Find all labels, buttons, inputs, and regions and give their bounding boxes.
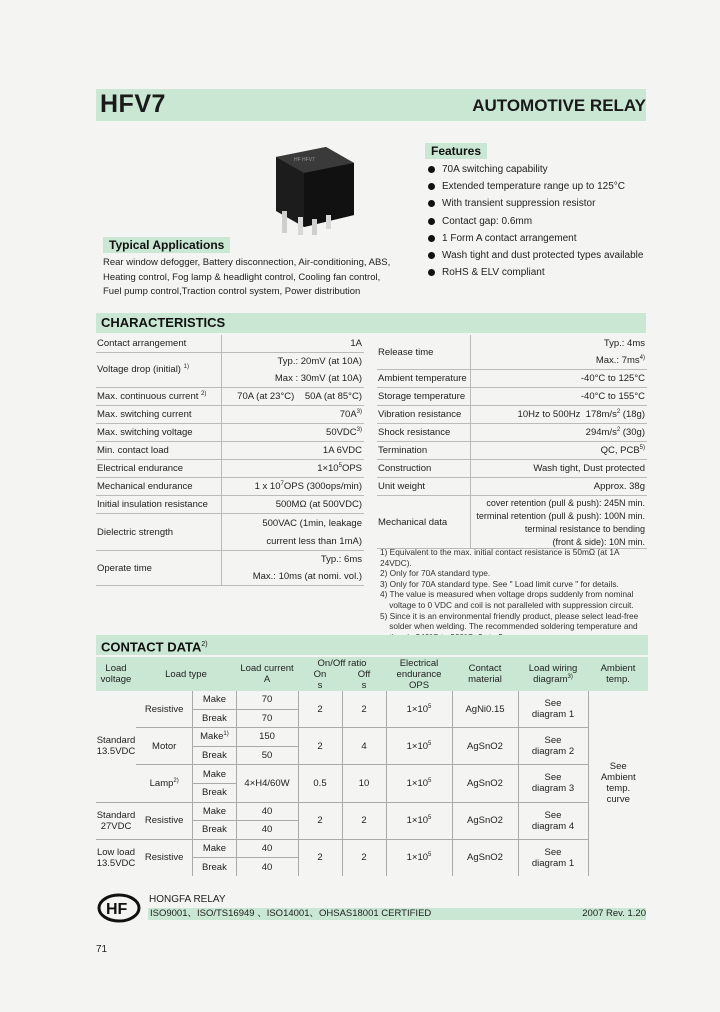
svg-text:HF: HF [106, 901, 128, 918]
feature-item: Wash tight and dust protected types available [428, 247, 643, 264]
value: 1 x $10^7OPS$ (300ops/min) [222, 478, 364, 496]
note: 3) Only for 70A standard type. See " Load limit curve " for details. [380, 578, 619, 589]
feature-item: With transient suppression resistor [428, 195, 643, 212]
note: 2) Only for 70A standard type. [380, 568, 491, 579]
current: 4×H4/60W [236, 765, 298, 802]
voltage-cell: Standard 13.5VDC [96, 735, 136, 758]
value: Approx. 38g [471, 478, 647, 496]
label: Shock resistance [378, 427, 451, 438]
note: solder when welding. The recommended soldering temperature and [380, 621, 638, 632]
page-number: 71 [96, 944, 108, 955]
revision: 2007 Rev. 1.20 [582, 908, 646, 919]
diagram: See diagram 3 [518, 765, 588, 802]
on-time: 0.5 [298, 765, 342, 802]
characteristics-heading: CHARACTERISTICS [96, 313, 646, 333]
label: Contact arrangement [97, 338, 187, 349]
features-heading: Features [425, 143, 487, 159]
features-list [428, 161, 643, 281]
feature-item: 70A switching capability [428, 161, 643, 178]
load-type: Resistive [136, 802, 193, 839]
header-load-type: Load type [136, 657, 236, 691]
value: current less than 1mA) [222, 532, 364, 551]
value: $1\times 10^5OPS$ [222, 460, 364, 478]
svg-text:HF HFV7: HF HFV7 [294, 157, 315, 163]
off-time: 2 [342, 839, 386, 876]
diagram: See diagram 4 [518, 802, 588, 839]
label: Vibration resistance [378, 409, 462, 420]
make-label: Make [193, 839, 236, 858]
make-label: Make$^{1)}$ [193, 728, 236, 747]
value: $70A^{3)}$ [222, 406, 364, 424]
header-on: On [298, 669, 342, 680]
current: 40 [236, 802, 298, 821]
header-load-wiring: Load wiring diagram$^{3)}$ [518, 657, 588, 691]
applications-heading: Typical Applications [103, 237, 230, 253]
load-type: Resistive [136, 839, 193, 876]
make-label: Make [193, 765, 236, 784]
endurance: $1\times 10^5$ [386, 802, 452, 839]
break-label: Break [193, 821, 236, 840]
on-time: 2 [298, 691, 342, 728]
note: 1) Equivalent to the max. initial contact resistance is 50mΩ (at 1A 24VDC). [380, 547, 620, 568]
label: Termination [378, 445, 428, 456]
material: AgSnO2 [452, 802, 518, 839]
contact-data-heading: CONTACT DATA$^{2)}$ [96, 635, 648, 655]
value: 1A 6VDC [222, 442, 364, 460]
load-type: Motor [136, 728, 193, 765]
value: Typ.: 6ms [222, 551, 364, 569]
endurance: $1\times 10^5$ [386, 765, 452, 802]
off-time: 2 [342, 691, 386, 728]
label: Ambient temperature [378, 373, 467, 384]
on-time: 2 [298, 802, 342, 839]
relay-product-image [256, 145, 366, 237]
label: Max. switching voltage [97, 427, 193, 438]
application-line: Heating control, Fog lamp & headlight control, Cooling fan control, [103, 271, 381, 283]
material: AgSnO2 [452, 728, 518, 765]
value: Typ.: 20mV (at 10A) [222, 353, 364, 371]
value: 50VDC$^{3)}$ [222, 424, 364, 442]
label: Unit weight [378, 481, 425, 492]
current: 40 [236, 821, 298, 840]
value: terminal resistance to bending [471, 522, 647, 535]
endurance: $1\times 10^5$ [386, 839, 452, 876]
current: 50 [236, 746, 298, 765]
value: Max.: 10ms (at nomi. vol.) [222, 568, 364, 586]
value: 1A [222, 335, 364, 353]
load-type: Resistive [144, 703, 184, 715]
voltage-cell: Low load 13.5VDC [96, 839, 136, 876]
feature-item: Extended temperature range up to 125°C [428, 178, 643, 195]
note: voltage to 0 VDC and coil is not paralleled with suppression circuit. [380, 599, 634, 610]
current: 70 [236, 691, 298, 709]
header-off-unit: s [342, 680, 386, 691]
characteristics-right-table [377, 335, 647, 551]
diagram: See diagram 2 [518, 728, 588, 765]
ambient-note: See Ambient temp. curve [588, 691, 648, 876]
value: QC, PCB$^{5)}$ [471, 442, 647, 460]
value: 500VAC (1min, leakage [222, 514, 364, 533]
applications-text [103, 256, 403, 300]
category-title: AUTOMOTIVE RELAY [472, 96, 646, 115]
material: AgSnO2 [452, 839, 518, 876]
value: Max : 30mV (at 10A) [222, 370, 364, 388]
diagram: See diagram 1 [518, 839, 588, 876]
header-on-off-ratio: On/Off ratio [298, 657, 386, 669]
feature-item: RoHS & ELV compliant [428, 264, 643, 281]
value: Typ.: 4ms [471, 335, 647, 352]
label: Operate time [97, 562, 152, 574]
break-label: Break [193, 709, 236, 728]
value: 10Hz to 500Hz $178m/s^2$ (18g) [471, 406, 647, 424]
feature-item: Contact gap: 0.6mm [428, 213, 643, 230]
label: Min. contact load [97, 445, 169, 456]
voltage-cell: Standard 27VDC [96, 802, 136, 839]
value: -40°C to 155°C [471, 388, 647, 406]
label: Mechanical data [378, 516, 448, 528]
label: Electrical endurance [97, 463, 184, 474]
header-electrical-endurance: Electrical endurance OPS [386, 657, 452, 691]
note: 4) The value is measured when voltage drops suddenly from nominal [380, 589, 634, 600]
company-name: HONGFA RELAY [149, 894, 226, 905]
load-type: Lamp$^{2)}$ [136, 765, 193, 802]
header-load-current: Load current A [236, 657, 298, 691]
hongfa-logo-icon [96, 893, 142, 923]
characteristics-left-table [96, 335, 364, 588]
make-label: Make [193, 802, 236, 821]
value: cover retention (pull & push): 245N min. [471, 496, 647, 510]
value: $294m/s^2$ (30g) [471, 424, 647, 442]
contact-data-table [96, 657, 648, 876]
label: Max. switching current [97, 409, 192, 420]
label: Release time [378, 346, 434, 358]
application-line: Fuel pump control,Traction control system, Power distribution [103, 286, 361, 298]
characteristics-notes [380, 547, 648, 642]
label: Mechanical endurance [97, 481, 193, 492]
endurance: $1\times 10^5$ [386, 691, 452, 728]
label: Storage temperature [378, 391, 466, 402]
current: 40 [236, 858, 298, 876]
value: Max.: $7ms^{4)}$ [471, 352, 647, 370]
off-time: 10 [342, 765, 386, 802]
header-off: Off [342, 669, 386, 680]
header-contact-material: Contact material [452, 657, 518, 691]
header-ambient-temp: Ambient temp. [588, 657, 648, 691]
value: 70A (at 23°C) 50A (at 85°C) [222, 388, 364, 406]
make-label: Make [193, 691, 236, 709]
model-title: HFV7 [100, 90, 166, 118]
material: AgSnO2 [452, 765, 518, 802]
off-time: 4 [342, 728, 386, 765]
header-on-unit: s [298, 680, 342, 691]
feature-item: 1 Form A contact arrangement [428, 230, 643, 247]
label: Max. continuous current $^{2)}$ [97, 390, 207, 403]
value: -40°C to 125°C [471, 370, 647, 388]
certifications: ISO9001、ISO/TS16949 、ISO14001、OHSAS18001 CERTIFIED [150, 908, 432, 919]
label: Voltage drop (initial) $^{1)}$ [97, 364, 189, 376]
off-time: 2 [342, 802, 386, 839]
value: 500MΩ (at 500VDC) [222, 496, 364, 514]
label: Initial insulation resistance [97, 499, 208, 510]
header-load-voltage: Load voltage [96, 657, 136, 691]
on-time: 2 [298, 728, 342, 765]
current: 150 [236, 728, 298, 747]
diagram: See diagram 1 [518, 691, 588, 728]
label: Construction [378, 463, 432, 474]
value: (front & side): 10N min. [471, 535, 647, 549]
current: 70 [236, 709, 298, 728]
break-label: Break [193, 783, 236, 802]
break-label: Break [193, 858, 236, 876]
break-label: Break [193, 746, 236, 765]
material: AgNi0.15 [452, 691, 518, 728]
current: 40 [236, 839, 298, 858]
on-time: 2 [298, 839, 342, 876]
value: terminal retention (pull & push): 100N min. [471, 509, 647, 522]
label: Dielectric strength [97, 526, 174, 538]
endurance: $1\times 10^5$ [386, 728, 452, 765]
application-line: Rear window defogger, Battery disconnection, Air-conditioning, ABS, [103, 257, 391, 268]
note: 5) Since it is an environmental friendly product, please select lead-free [380, 610, 639, 621]
value: Wash tight, Dust protected [471, 460, 647, 478]
